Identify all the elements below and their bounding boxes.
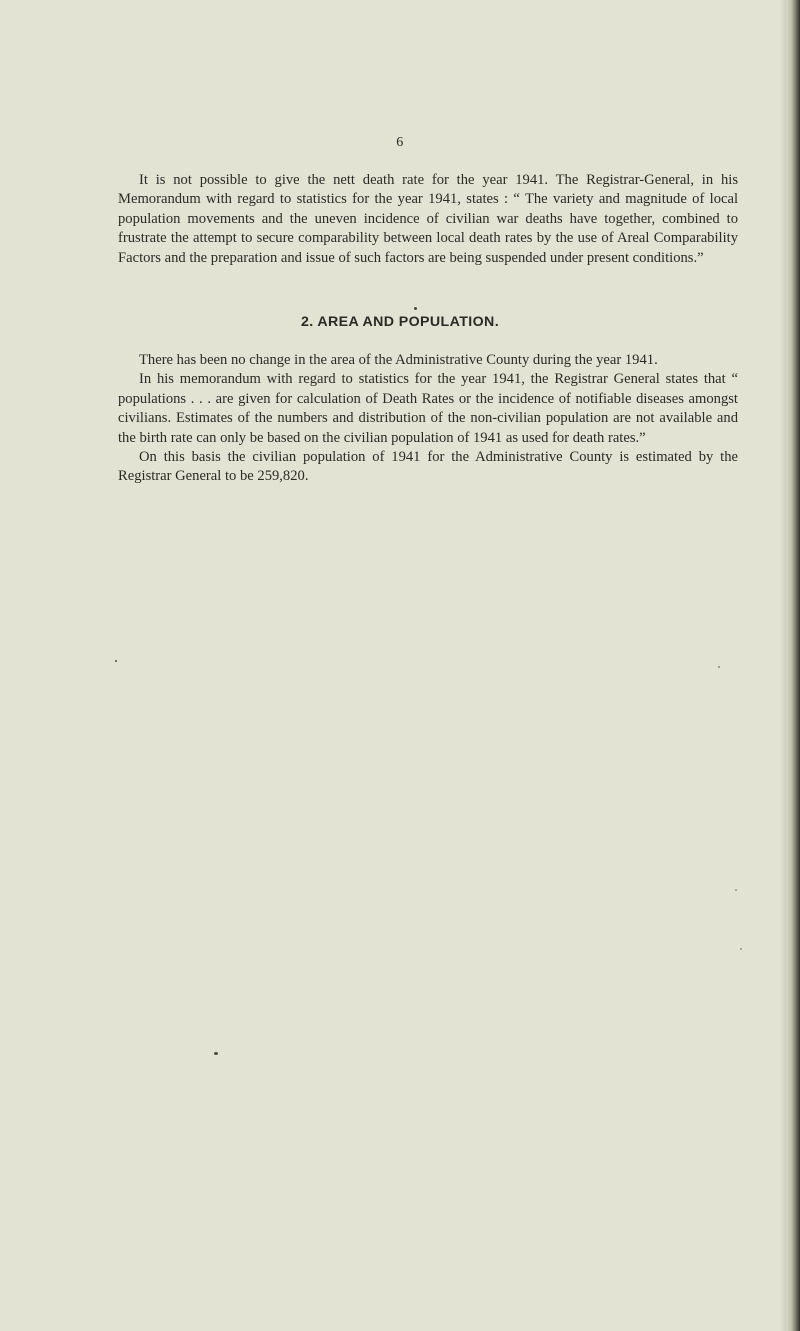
paragraph-population-estimate: On this basis the civilian population of 1941 for the Administrative County is estimated by the Registrar General to be 259,820.	[118, 449, 738, 485]
scan-speck	[718, 666, 720, 668]
section-heading: 2. AREA AND POPULATION.	[300, 314, 500, 330]
page-edge	[786, 0, 800, 1331]
section-text-block	[118, 351, 738, 487]
scan-speck	[740, 948, 742, 950]
page-number: 6	[396, 135, 404, 150]
intro-paragraph: It is not possible to give the nett death rate for the year 1941. The Registrar-General, in his Memorandum with regard to statistics for the year 1941, states : “ The variety and magnitude of local population movements and the uneven incidence of civilian war deaths have together, combined to frustrate the attempt to secure comparability between local death rates by the use of Areal Comparability Factors and the preparation and issue of such factors are being suspended under present conditions.”	[118, 172, 738, 266]
scan-speck	[214, 1052, 218, 1055]
scan-speck	[735, 889, 737, 891]
scan-speck	[115, 660, 117, 662]
intro-text-block	[118, 171, 738, 268]
paragraph-memorandum: In his memorandum with regard to statistics for the year 1941, the Registrar General states that “ populations . . . are given for calculation of Death Rates or the incidence of notifiable diseases amongst civilians. Estimates of the numbers and distribution of the non-civilian population are not available and the birth rate can only be based on the civilian population of 1941 as used for death rates.”	[118, 371, 738, 446]
paragraph-area: There has been no change in the area of the Administrative County during the year 1941.	[139, 352, 658, 368]
scan-speck	[414, 307, 417, 310]
